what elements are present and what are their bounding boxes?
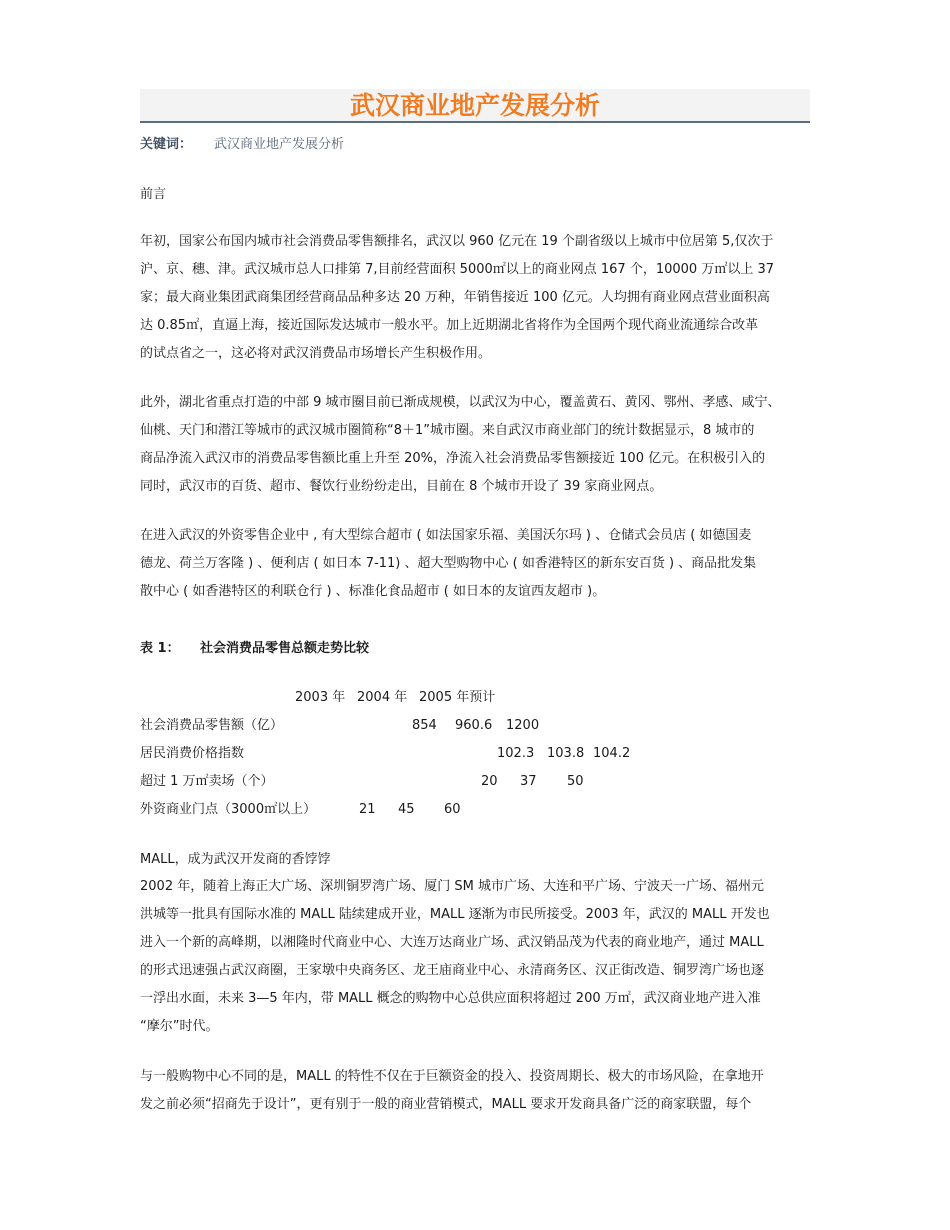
year-header: 2004 年 bbox=[357, 690, 408, 705]
para2-line: 同时，武汉市的百货、超市、餐饮行业纷纷走出，目前在 8 个城市开设了 39 家商业网点。 bbox=[140, 479, 663, 494]
para4-line: 洪城等一批具有国际水准的 MALL 陆续建成开业，MALL 逐渐为市民所接受。2003 年，武汉的 MALL 开发也 bbox=[140, 907, 770, 922]
table-cell: 20 bbox=[481, 774, 498, 789]
table-cell: 1200 bbox=[506, 718, 540, 733]
table-cell: 104.2 bbox=[593, 746, 631, 761]
year-header: 2003 年 bbox=[295, 690, 346, 705]
para2-line: 商品净流入武汉市的消费品零售额比重上升至 20%，净流入社会消费品零售额接近 100 亿元。在积极引入的 bbox=[140, 451, 766, 466]
para3-line: 在进入武汉的外资零售企业中 , 有大型综合超市 ( 如法国家乐福、美国沃尔玛 ) 、仓储式会员店 ( 如德国麦 bbox=[140, 528, 752, 543]
table-row-label: 社会消费品零售额（亿） bbox=[140, 718, 284, 733]
para1-line: 达 0.85㎡，直逼上海，接近国际发达城市一般水平。加上近期湖北省将作为全国两个现代商业流通综合改革 bbox=[140, 318, 759, 333]
table-row-label: 超过 1 万㎡卖场（个） bbox=[140, 774, 274, 789]
keywords-label: 关键词： bbox=[140, 137, 193, 152]
table-cell: 854 bbox=[412, 718, 437, 733]
table-caption: 社会消费品零售总额走势比较 bbox=[200, 641, 370, 656]
table-cell: 45 bbox=[398, 802, 415, 817]
preface-heading: 前言 bbox=[140, 187, 167, 202]
para3-line: 散中心 ( 如香港特区的利联仓行 ) 、标准化食品超市 ( 如日本的友谊西友超市 )。 bbox=[140, 584, 606, 599]
para1-line: 沪、京、穗、津。武汉城市总人口排第 7,目前经营面积 5000㎡以上的商业网点 167 个，10000 万㎡以上 37 bbox=[140, 262, 774, 277]
table-row-label: 外资商业门点（3000㎡以上） bbox=[140, 802, 317, 817]
para4-line: 进入一个新的高峰期，以湘隆时代商业中心、大连万达商业广场、武汉销品茂为代表的商业地产，通过 MALL bbox=[140, 935, 764, 950]
table-cell: 102.3 bbox=[497, 746, 535, 761]
table-cell: 960.6 bbox=[455, 718, 493, 733]
para5-line: 发之前必须“招商先于设计”，更有别于一般的商业营销模式，MALL 要求开发商具备广泛的商家联盟，每个 bbox=[140, 1097, 752, 1112]
para2-line: 仙桃、天门和潜江等城市的武汉城市圈简称“8＋1”城市圈。来自武汉市商业部门的统计数据显示，8 城市的 bbox=[140, 423, 755, 438]
para5-line: 与一般购物中心不同的是，MALL 的特性不仅在于巨额资金的投入、投资周期长、极大的市场风险，在拿地开 bbox=[140, 1069, 764, 1084]
table-cell: 50 bbox=[567, 774, 584, 789]
table-row-label: 居民消费价格指数 bbox=[140, 746, 245, 761]
para4-line: 2002 年，随着上海正大广场、深圳铜罗湾广场、厦门 SM 城市广场、大连和平广场、宁波天一广场、福州元 bbox=[140, 879, 764, 894]
para1-line: 的试点省之一，这必将对武汉消费品市场增长产生积极作用。 bbox=[140, 346, 492, 361]
mall-heading: MALL，成为武汉开发商的香饽饽 bbox=[140, 852, 331, 867]
table-cell: 103.8 bbox=[547, 746, 585, 761]
para4-line: “摩尔”时代。 bbox=[140, 1019, 219, 1034]
keywords-value: 武汉商业地产发展分析 bbox=[214, 137, 345, 152]
para1-line: 家；最大商业集团武商集团经营商品品种多达 20 万种，年销售接近 100 亿元。人均拥有商业网点营业面积高 bbox=[140, 290, 770, 305]
keywords-line bbox=[140, 136, 344, 154]
table-cell: 21 bbox=[359, 802, 376, 817]
para1-line: 年初，国家公布国内城市社会消费品零售额排名，武汉以 960 亿元在 19 个副省级以上城市中位居第 5,仅次于 bbox=[140, 234, 774, 249]
table-cell: 37 bbox=[520, 774, 537, 789]
year-header: 2005 年预计 bbox=[419, 690, 496, 705]
page-title: 武汉商业地产发展分析 bbox=[349, 91, 600, 120]
para4-line: 一浮出水面，未来 3—5 年内，带 MALL 概念的购物中心总供应面积将超过 200 万㎡，武汉商业地产进入准 bbox=[140, 991, 761, 1006]
para3-line: 德龙、荷兰万客隆 ) 、便利店 ( 如日本 7-11) 、超大型购物中心 ( 如香港特区的新东安百货 ) 、商品批发集 bbox=[140, 556, 757, 571]
table-cell: 60 bbox=[444, 802, 461, 817]
para2-line: 此外，湖北省重点打造的中部 9 城市圈目前已渐成规模，以武汉为中心，覆盖黄石、黄冈、鄂州、孝感、咸宁、 bbox=[140, 395, 781, 410]
table-caption-number: 表 1： bbox=[140, 641, 180, 656]
para4-line: 的形式迅速强占武汉商圈，王家墩中央商务区、龙王庙商业中心、永清商务区、汉正街改造、铜罗湾广场也逐 bbox=[140, 963, 765, 978]
